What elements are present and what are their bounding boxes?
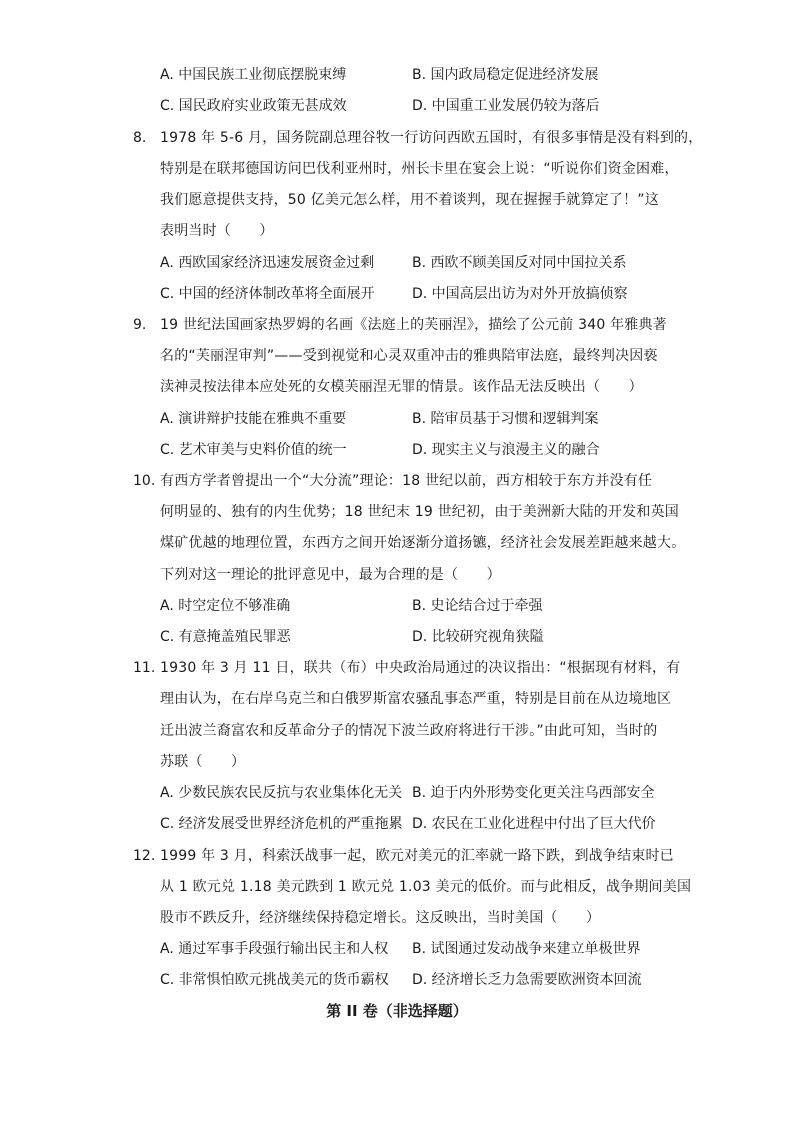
q10-option-a: A. 时空定位不够准确 [160,598,291,614]
q9-option-c: C. 艺术审美与史料价值的统一 [160,442,347,458]
q12-stem-line-3: 股市不跌反升，经济继续保持稳定增长。这反映出，当时美国（ ） [160,910,601,926]
q10-stem-line-1: 有西方学者曾提出一个“大分流”理论：18 世纪以前，西方相较于东方并没有任 [160,473,653,489]
q8-option-c: C. 中国的经济体制改革将全面展开 [160,286,375,302]
q8-number: 8. [133,130,147,146]
q10-option-d: D. 比较研究视角狭隘 [412,629,544,645]
q12-stem-line-1: 1999 年 3 月，科索沃战事一起，欧元对美元的汇率就一路下跌，到战争结束时已 [160,848,674,864]
q7-option-c: C. 国民政府实业政策无甚成效 [160,98,347,114]
q11-stem-line-3: 迁出波兰裔富农和反革命分子的情况下波兰政府将进行干涉。”由此可知，当时的 [160,723,658,739]
q10-option-b: B. 史论结合过于牵强 [412,598,543,614]
q11-option-d: D. 农民在工业化进程中付出了巨大代价 [412,816,656,832]
q12-option-b: B. 试图通过发动战争来建立单极世界 [412,941,641,957]
q11-stem-line-2: 理由认为，在右岸乌克兰和白俄罗斯富农骚乱事态严重，特别是目前在从边境地区 [160,691,672,707]
q9-stem-line-3: 渎神灵按法律本应处死的女模芙丽涅无罪的情景。该作品无法反映出（ ） [160,379,643,395]
q7-option-b: B. 国内政局稳定促进经济发展 [412,67,599,83]
q8-stem-line-3: 我们愿意提供支持，50 亿美元怎么样，用不着谈判，现在握握手就算定了！”这 [160,192,659,208]
q9-stem-line-1: 19 世纪法国画家热罗姆的名画《法庭上的芙丽涅》，描绘了公元前 340 年雅典著 [160,317,667,333]
q9-option-b: B. 陪审员基于习惯和逻辑判案 [412,411,599,427]
q8-option-d: D. 中国高层出访为对外开放搞侦察 [412,286,628,302]
q11-option-b: B. 迫于内外形势变化更关注乌西部安全 [412,785,655,801]
q11-option-c: C. 经济发展受世界经济危机的严重拖累 [160,816,403,832]
q9-option-a: A. 演讲辩护技能在雅典不重要 [160,411,347,427]
section-2-title: 第 II 卷（非选择题） [326,1002,468,1020]
q12-stem-line-2: 从 1 欧元兑 1.18 美元跌到 1 欧元兑 1.03 美元的低价。而与此相反，战争期间美国 [160,879,692,895]
q7-option-d: D. 中国重工业发展仍较为落后 [412,98,600,114]
q12-option-d: D. 经济增长乏力急需要欧洲资本回流 [412,972,642,988]
q9-number: 9. [133,317,147,333]
q10-stem-line-3: 煤矿优越的地理位置，东西方之间开始逐渐分道扬镳，经济社会发展差距越来越大。 [160,535,686,551]
q11-option-a: A. 少数民族农民反抗与农业集体化无关 [160,785,403,801]
q10-stem-line-4: 下列对这一理论的批评意见中，最为合理的是（ ） [160,567,501,583]
q12-option-c: C. 非常惧怕欧元挑战美元的货币霸权 [160,972,389,988]
q8-option-b: B. 西欧不顾美国反对同中国拉关系 [412,255,627,271]
q9-option-d: D. 现实主义与浪漫主义的融合 [412,442,600,458]
q7-option-a: A. 中国民族工业彻底摆脱束缚 [160,67,347,83]
q9-stem-line-2: 名的“芙丽涅审判”——受到视觉和心灵双重冲击的雅典陪审法庭，最终判决因亵 [160,348,658,364]
q10-stem-line-2: 何明显的、独有的内生优势；18 世纪末 19 世纪初，由于美洲新大陆的开发和英国 [160,504,679,520]
q12-number: 12. [133,848,156,864]
q8-option-a: A. 西欧国家经济迅速发展资金过剩 [160,255,375,271]
q11-number: 11. [133,660,156,676]
q12-option-a: A. 通过军事手段强行输出民主和人权 [160,941,389,957]
q11-stem-line-1: 1930 年 3 月 11 日，联共（布）中央政治局通过的决议指出：“根据现有材料，有 [160,660,681,676]
q8-stem-line-4: 表明当时（ ） [160,223,274,239]
q10-option-c: C. 有意掩盖殖民罪恶 [160,629,291,645]
q8-stem-line-2: 特别是在联邦德国访问巴伐利亚州时，州长卡里在宴会上说：“听说你们资金困难， [160,161,679,177]
q8-stem-line-1: 1978 年 5-6 月，国务院副总理谷牧一行访问西欧五国时，有很多事情是没有料到的， [160,130,703,146]
q11-stem-line-4: 苏联（ ） [160,754,246,770]
q10-number: 10. [133,473,156,489]
